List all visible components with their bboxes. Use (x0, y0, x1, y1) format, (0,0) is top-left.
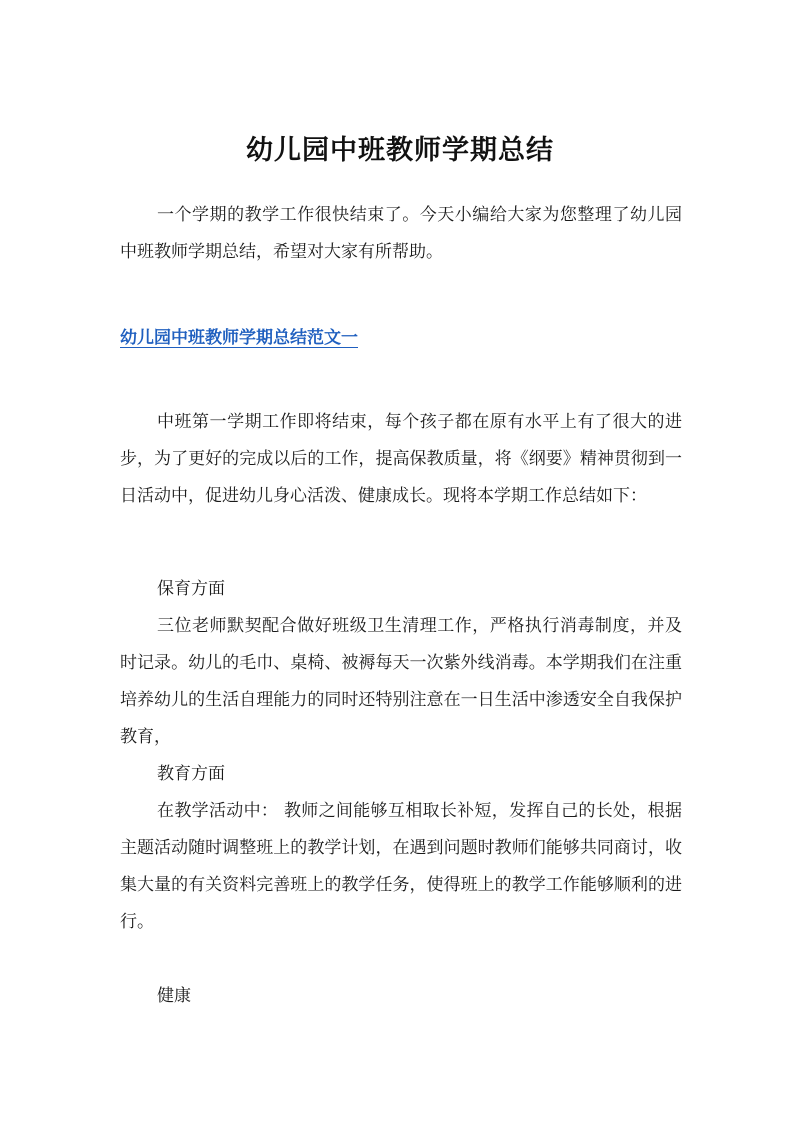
section-link-fanwen-1[interactable]: 幼儿园中班教师学期总结范文一 (120, 328, 358, 348)
heading-baoyu: 保育方面 (157, 579, 225, 599)
paragraph-1: 中班第一学期工作即将结束，每个孩子都在原有水平上有了很大的进步，为了更好的完成以后的工作，提高保教质量，将《纲要》精神贯彻到一日活动中，促进幼儿身心活泼、健康成长。现将本学期工作总结如下： (120, 412, 682, 506)
paragraph-3: 在教学活动中： 教师之间能够互相取长补短，发挥自己的长处，根据主题活动随时调整班上的教学计划，在遇到问题时教师们能够共同商讨，收集大量的有关资料完善班上的教学任务，使得班上的教学工作能够顺利的进行。 (120, 801, 682, 932)
heading-jiaoyu: 教育方面 (157, 764, 225, 784)
document-title: 幼儿园中班教师学期总结 (246, 135, 554, 166)
intro-paragraph: 一个学期的教学工作很快结束了。今天小编给大家为您整理了幼儿园中班教师学期总结，希望对大家有所帮助。 (120, 205, 682, 262)
heading-jiankang: 健康 (157, 986, 191, 1006)
paragraph-2: 三位老师默契配合做好班级卫生清理工作，严格执行消毒制度，并及时记录。幼儿的毛巾、桌椅、被褥每天一次紫外线消毒。本学期我们在注重培养幼儿的生活自理能力的同时还特别注意在一日生活中渗透安全自我保护教育， (120, 616, 682, 747)
